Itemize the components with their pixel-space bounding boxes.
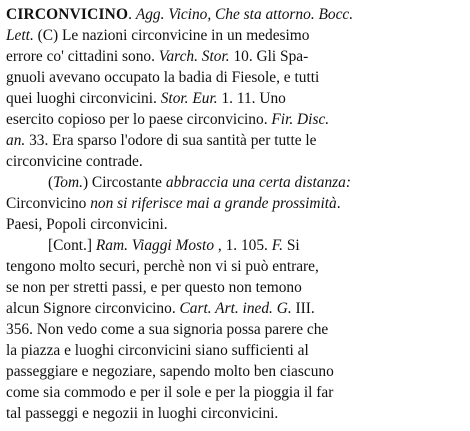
text-run: esercito copioso per lo paese circonvicino. — [6, 111, 272, 128]
text-run: tal passeggi e negozii in luoghi circonvicini. — [6, 405, 279, 422]
text-run-italic: Cart. Art. ined. G. — [179, 300, 292, 317]
entry-line-5 — [6, 88, 286, 109]
text-run: ) Circostante — [82, 174, 166, 191]
entry-line-11 — [6, 214, 168, 235]
text-run-italic: F. — [271, 237, 284, 254]
text-run-italic: Stor. Eur. — [160, 90, 218, 107]
text-run: . — [336, 195, 341, 212]
entry-line-16 — [6, 319, 328, 340]
text-run-italic: Agg. Vicino, Che sta attorno. Bocc. — [135, 6, 354, 23]
entry-line-6 — [6, 109, 329, 130]
text-run: passeggiare e negoziare, sapendo molto ben ciascuno — [6, 363, 334, 380]
entry-line-18 — [6, 361, 334, 382]
entry-line-14 — [6, 277, 302, 298]
entry-line-20 — [6, 403, 278, 424]
entry-line-10 — [6, 193, 341, 214]
text-run: come sia commodo e per il sole e per la pioggia il far — [6, 384, 334, 401]
entry-line-3 — [6, 46, 308, 67]
text-run: quei luoghi circonvicini. — [6, 90, 161, 107]
entry-line-9 — [48, 172, 351, 193]
text-run: Si — [283, 237, 300, 254]
text-run: errore co' cittadini sono. — [6, 48, 159, 65]
text-run-italic: Varch. Stor. — [158, 48, 230, 65]
text-run: la piazza e luoghi circonvicini siano sufficienti al — [6, 342, 309, 359]
text-run-italic: non si riferisce mai a grande prossimità — [90, 195, 337, 212]
entry-line-8 — [6, 151, 143, 172]
text-run-italic: Ram. Viaggi Mosto — [95, 237, 215, 254]
entry-line-15 — [6, 298, 315, 319]
text-run: circonvicine contrade. — [6, 153, 143, 170]
text-run: se non per stretti passi, e per questo non temono — [6, 279, 302, 296]
text-run-italic: Lett. — [6, 27, 34, 44]
text-run-italic: abbraccia una certa distanza: — [165, 174, 351, 191]
text-run: Paesi, Popoli circonvicini. — [6, 216, 168, 233]
text-run: Circonvicino — [6, 195, 91, 212]
entry-line-12 — [48, 235, 300, 256]
entry-line-7 — [6, 130, 317, 151]
text-run: 33. Era sparso l'odore di sua santità per tutte le — [25, 132, 317, 149]
entry-line-4 — [6, 67, 319, 88]
text-run-italic: Fir. Disc. — [271, 111, 330, 128]
entry-line-2 — [6, 25, 309, 46]
text-run-italic: an. — [6, 132, 26, 149]
text-run: (C) Le nazioni circonvicine in un medesimo — [33, 27, 310, 44]
text-run: alcun Signore circonvicino. — [6, 300, 180, 317]
text-run: . — [128, 6, 136, 23]
text-run-italic: Tom. — [53, 174, 83, 191]
entry-line-17 — [6, 340, 309, 361]
text-run: ( — [48, 174, 54, 191]
headword: CIRCONVICINO — [6, 6, 129, 23]
entry-line-1 — [6, 4, 353, 25]
entry-line-19 — [6, 382, 333, 403]
text-run: 1. 11. Uno — [217, 90, 286, 107]
text-run: 356. Non vedo come a sua signoria possa parere che — [6, 321, 329, 338]
text-run: [Cont.] — [48, 237, 96, 254]
text-run: , 1. 105. — [214, 237, 272, 254]
entry-line-13 — [6, 256, 319, 277]
text-run: tengono molto securi, perchè non vi si può entrare, — [6, 258, 319, 275]
text-run: III. — [291, 300, 315, 317]
text-run: 10. Gli Spa- — [229, 48, 309, 65]
text-run: gnuoli avevano occupato la badia di Fiesole, e tutti — [6, 69, 320, 86]
